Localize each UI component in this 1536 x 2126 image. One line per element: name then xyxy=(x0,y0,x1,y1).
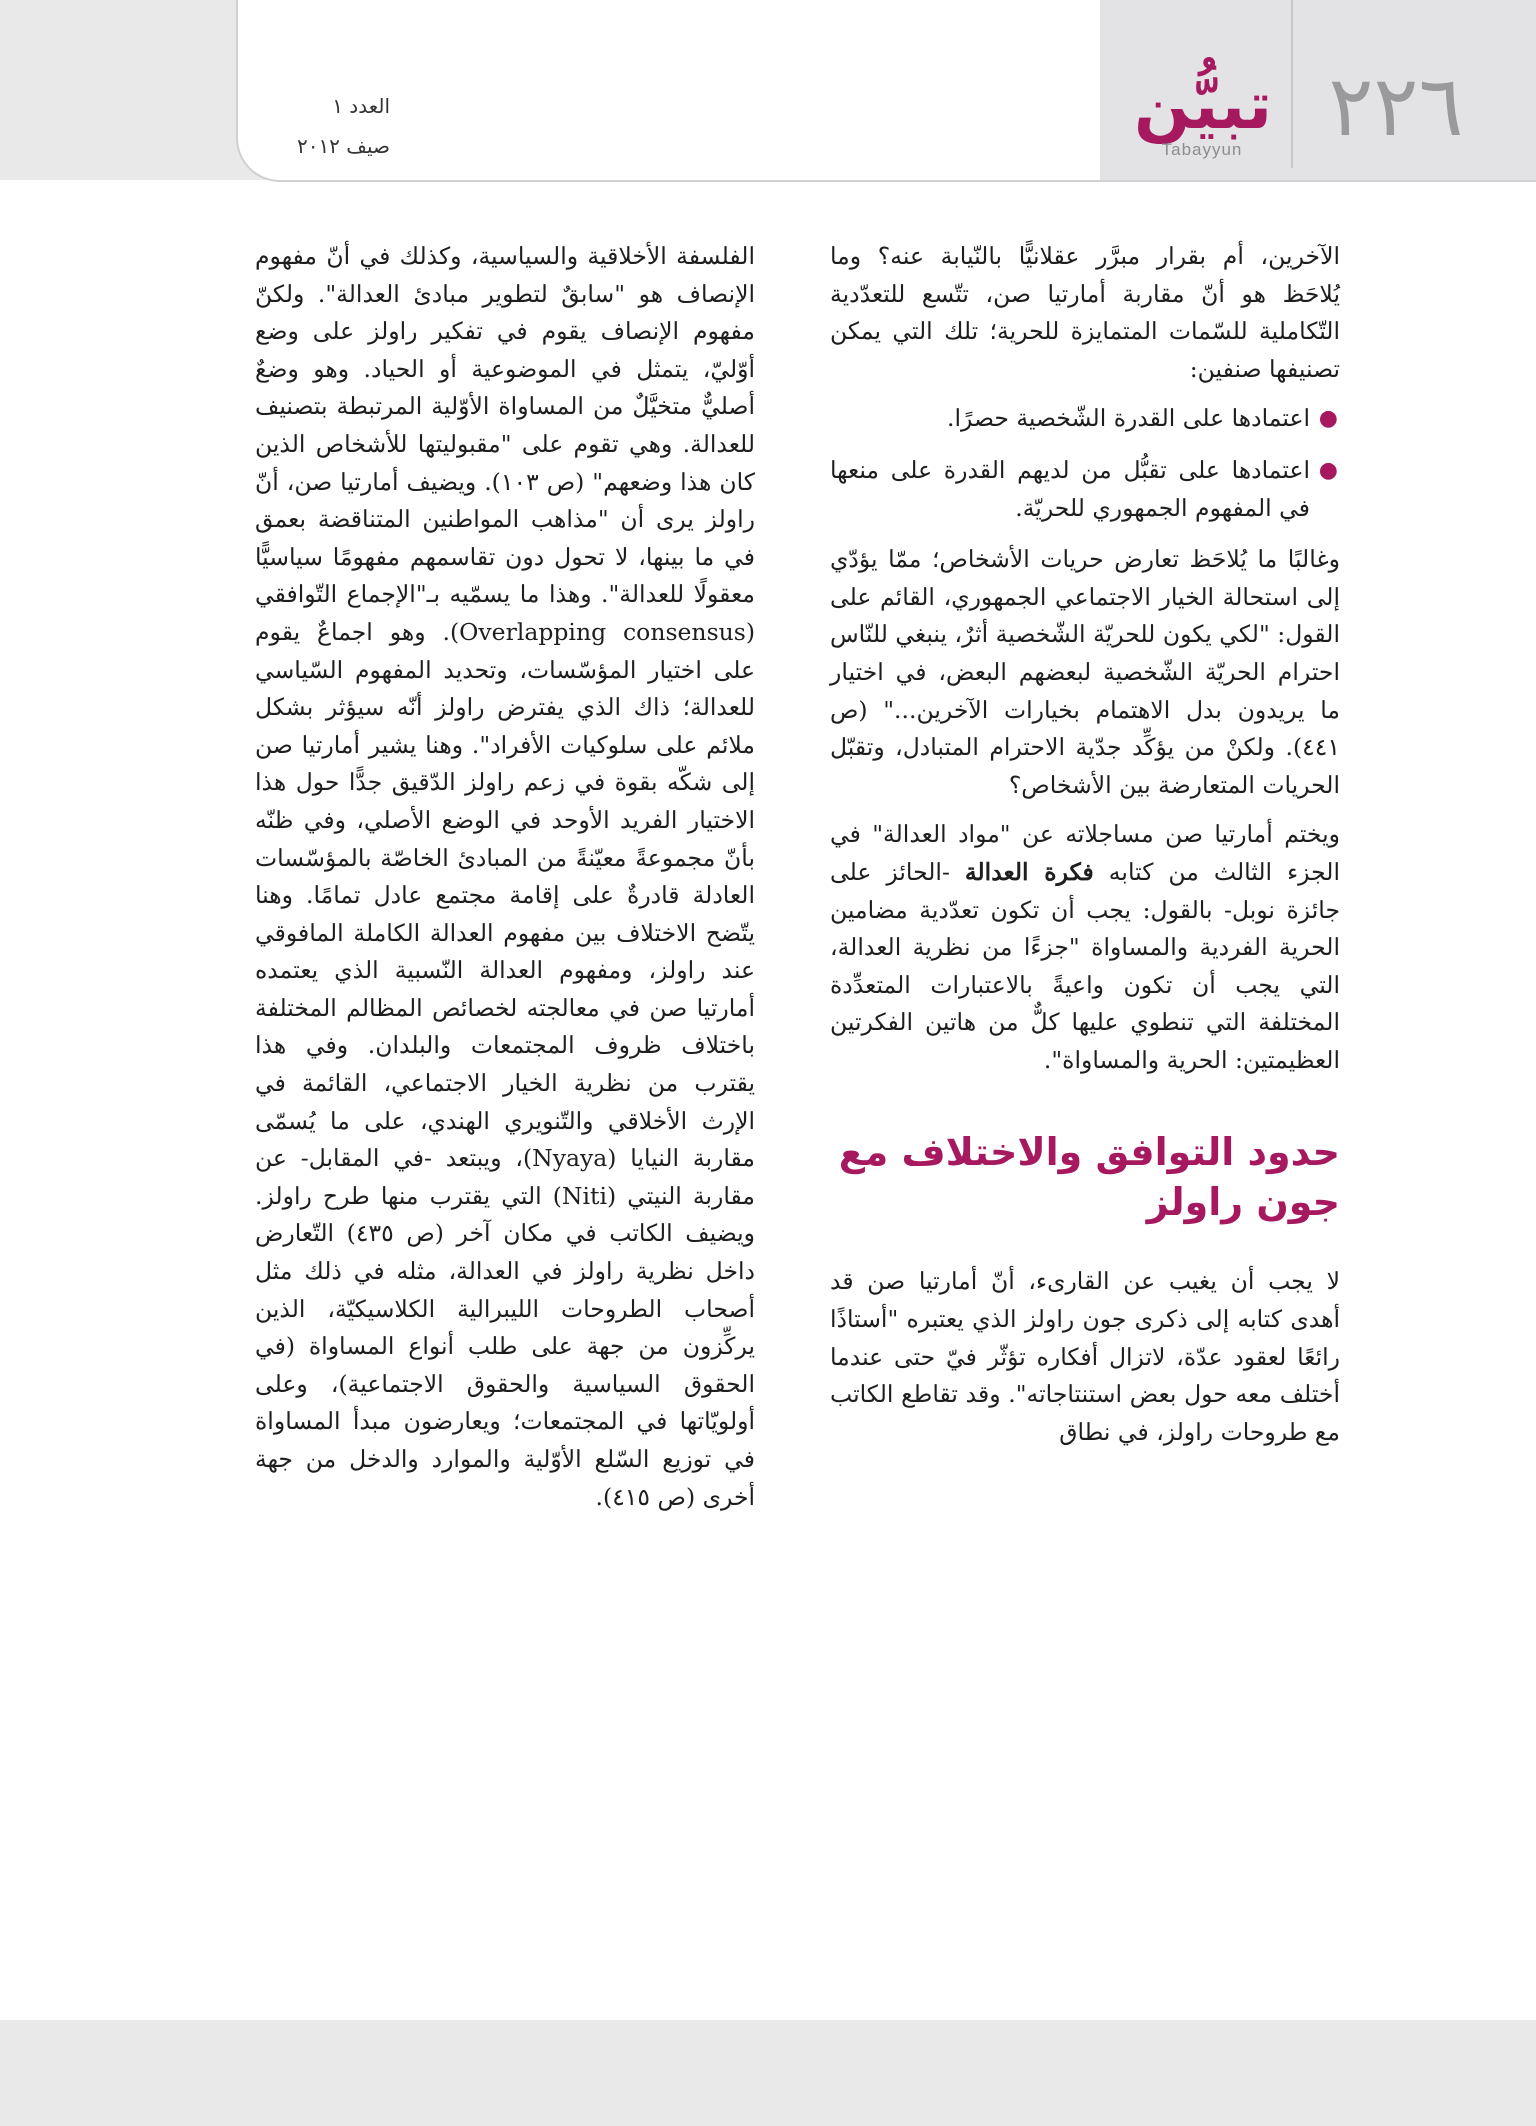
issue-number: العدد ١ xyxy=(332,94,390,118)
page-number: ٢٢٦ xyxy=(1328,57,1464,155)
paragraph: الآخرين، أم بقرار مبرَّر عقلانيًّا بالنّيابة عنه؟ وما يُلاحَظ هو أنّ مقاربة أمارتيا صن، تتّسع للتعدّدية التّكاملية للسّمات المتمايزة للحرية؛ تلك التي يمكن تصنيفها صنفين: xyxy=(830,242,1340,383)
paragraph-text: ويختم أمارتيا صن مساجلاته عن "مواد العدالة" في الجزء الثالث من كتابه xyxy=(830,820,1340,886)
issue-season: صيف ٢٠١٢ xyxy=(296,134,390,158)
header-divider xyxy=(1291,0,1293,168)
left-column xyxy=(255,238,755,1528)
paragraph-text: -الحائز على جائزة نوبل- بالقول: يجب أن تكون تعدّدية مضامين الحرية الفردية والمساواة "جزءًا من نظرية العدالة، التي يجب أن تكون واعيةً بالاعتبارات المتعدِّدة المختلفة التي تنطوي عليها كلٌّ من هاتين الفكرتين العظيمتين: الحرية والمساواة". xyxy=(830,857,1340,1074)
footer-band xyxy=(0,2020,1536,2126)
section-heading: حدود التوافق والاختلاف مع جون راولز xyxy=(838,1130,1340,1225)
bullet-icon: ● xyxy=(1318,406,1338,432)
bullet-icon: ● xyxy=(1318,457,1338,483)
paragraph xyxy=(830,816,1340,1079)
paragraph: وغالبًا ما يُلاحَظ تعارض حريات الأشخاص؛ ممّا يؤدّي إلى استحالة الخيار الاجتماعي الجمهوري، القائم على القول: "لكي يكون للحريّة الشّخصية أثرٌ، ينبغي للنّاس احترام الحريّة الشّخصية لبعضهم البعض، في اختيار ما يريدون بدل الاهتمام بخيارات الآخرين..." (ص ٤٤١). ولكنْ من يؤكِّد جدّية الاحترام المتبادل، وتقبّل الحريات المتعارضة بين الأشخاص؟ xyxy=(830,545,1340,799)
list-item xyxy=(830,400,1338,438)
issue-info xyxy=(270,86,390,166)
paragraph: الفلسفة الأخلاقية والسياسية، وكذلك في أنّ مفهوم الإنصاف هو "سابقٌ لتطوير مبادئ العدالة". ولكنّ مفهوم الإنصاف يقوم في تفكير راولز على وضع أوّليّ، يتمثل في الموضوعية أو الحياد. وهو وضعٌ أصليٌّ متخيَّلٌ من المساواة الأوّلية المرتبطة بتصنيف للعدالة. وهي تقوم على "مقبوليتها للأشخاص الذين كان هذا وضعهم" (ص ١٠٣). ويضيف أمارتيا صن، أنّ راولز يرى أن "مذاهب المواطنين المتناقضة بعمق في ما بينها، لا تحول دون تقاسمهم مفهومًا سياسيًّا معقولًا للعدالة". وهذا ما يسمّيه بـ"الإجماع التّوافقي (Overlapping consensus). وهو اجماعٌ يقوم على اختيار المؤسّسات، وتحديد المفهوم السّياسي للعدالة؛ ذاك الذي يفترض راولز أنّه سيؤثر بشكل ملائم على سلوكيات الأفراد". وهنا يشير أمارتيا صن إلى شكّه بقوة في زعم راولز الدّقيق جدًّا حول هذا الاختيار الفريد الأوحد في الوضع الأصلي، وفي ظنّه بأنّ مجموعةً معيّنةً من المبادئ الخاصّة بالمؤسّسات العادلة قادرةٌ على إقامة مجتمع عادل تمامًا. وهنا يتّضح الاختلاف بين مفهوم العدالة الكاملة المافوقي عند راولز، ومفهوم العدالة النّسبية الذي يعتمده أمارتيا صن في معالجته لخصائص المظالم المختلفة باختلاف ظروف المجتمعات والبلدان. وفي هذا يقترب من نظرية الخيار الاجتماعي، القائمة في الإرث الأخلاقي والتّنويري الهندي، على ما يُسمّى مقاربة النيايا (Nyaya)، ويبتعد -في المقابل- عن مقاربة النيتي (Niti) التي يقترب منها طرح راولز. ويضيف الكاتب في مكان آخر (ص ٤٣٥) التّعارض داخل نظرية راولز في العدالة، مثله في ذلك مثل أصحاب الطروحات الليبرالية الكلاسيكيّة، الذين يركِّزون من جهة على طلب أنواع المساواة (في الحقوق السياسية والحقوق الاجتماعية)، وعلى أولويّاتها في المجتمعات؛ ويعارضون مبدأ المساواة في توزيع السّلع الأوّلية والموارد والدخل من جهة أخرى (ص ٤١٥). xyxy=(255,242,755,1511)
list-item-text: اعتمادها على القدرة الشّخصية حصرًا. xyxy=(946,404,1310,433)
paragraph: لا يجب أن يغيب عن القارىء، أنّ أمارتيا صن قد أهدى كتابه إلى ذكرى جون راولز الذي يعتبره "أستاذًا رائعًا لعقود عدّة، لاتزال أفكاره تؤثّر فيّ حتى عندما أختلف معه حول بعض استنتاجاته". وقد تقاطع الكاتب مع طروحات راولز، في نطاق xyxy=(830,1267,1340,1446)
magazine-logo: تبيُّن xyxy=(1133,67,1273,144)
list-item xyxy=(830,452,1338,527)
magazine-logo-english: Tabayyun xyxy=(1161,140,1243,159)
book-title: فكرة العدالة xyxy=(964,857,1094,886)
right-column xyxy=(830,238,1340,1463)
bullet-list xyxy=(830,400,1340,527)
list-item-text: اعتمادها على تقبُّل من لديهم القدرة على منعها في المفهوم الجمهوري للحريّة. xyxy=(830,455,1310,522)
